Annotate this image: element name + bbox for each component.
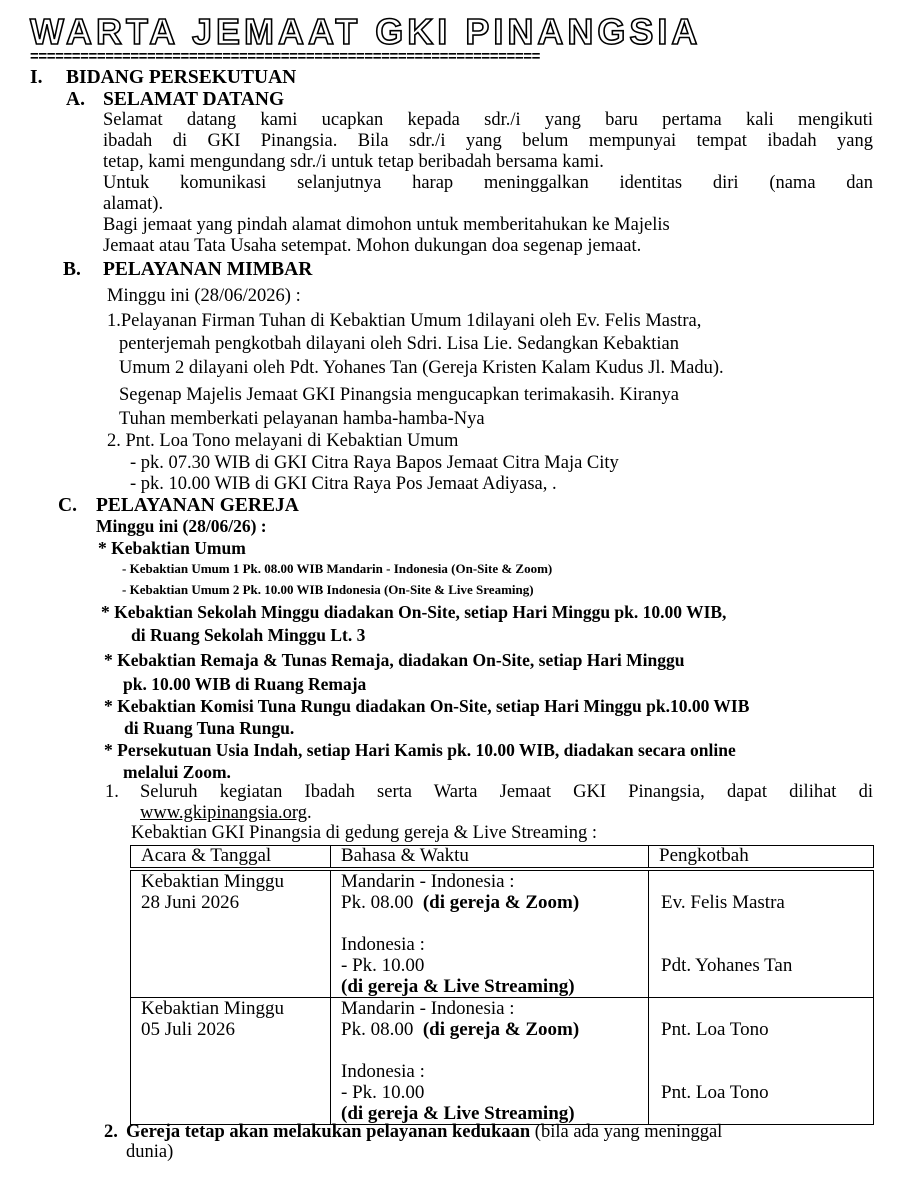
bullet-usia-indah-line-2: melalui Zoom.: [123, 762, 231, 782]
mimbar-intro: Minggu ini (28/06/2026) :: [107, 286, 301, 306]
welcome-line-7: Jemaat atau Tata Usaha setempat. Mohon dukungan doa segenap jemaat.: [103, 236, 642, 256]
row2-bahasa-cell: [331, 998, 649, 1125]
row1-b2-note: (di gereja & Live Streaming): [341, 976, 575, 997]
table-row: [131, 869, 874, 998]
numbered-1-line-2: [140, 803, 312, 824]
schedule-table: [130, 845, 874, 1125]
website-link[interactable]: www.gkipinangsia.org: [140, 803, 307, 823]
numbered-2-number: 2.: [104, 1122, 118, 1142]
welcome-line-5: alamat).: [103, 194, 164, 214]
row1-b1-time: Pk. 08.00: [341, 892, 414, 913]
subsection-a-number: A.: [66, 89, 85, 110]
row1-p1: Ev. Felis Mastra: [661, 892, 785, 913]
bullet-sekolah-minggu-line-1: * Kebaktian Sekolah Minggu diadakan On-Site, setiap Hari Minggu pk. 10.00 WIB,: [101, 602, 727, 622]
numbered-2-bold: Gereja tetap akan melakukan pelayanan kedukaan: [126, 1122, 531, 1142]
row1-b1-lang: Mandarin - Indonesia :: [341, 871, 515, 892]
row1-b2-time: - Pk. 10.00: [341, 955, 425, 976]
header-bahasa: Bahasa & Waktu: [331, 846, 649, 870]
row1-b1-note: (di gereja & Zoom): [422, 892, 580, 913]
mimbar-item2-sub-1: - pk. 07.30 WIB di GKI Citra Raya Bapos Jemaat Citra Maja City: [130, 453, 619, 473]
numbered-1-period: .: [307, 803, 312, 823]
numbered-2-line-1: [126, 1122, 722, 1143]
bullet-tuna-rungu-line-2: di Ruang Tuna Rungu.: [124, 718, 295, 738]
welcome-line-6: Bagi jemaat yang pindah alamat dimohon untuk memberitahukan ke Majelis: [103, 215, 670, 235]
row2-acara: Kebaktian Minggu: [141, 998, 285, 1019]
row1-acara: Kebaktian Minggu: [141, 871, 285, 892]
row1-p-gap: [659, 871, 863, 892]
row1-gap: [341, 913, 638, 934]
row1-p-gap3: [659, 934, 863, 955]
numbered-2-rest: (bila ada yang meninggal: [530, 1122, 723, 1142]
kebaktian-umum-line-1: - Kebaktian Umum 1 Pk. 08.00 WIB Mandarin - Indonesia (On-Site & Zoom): [122, 561, 553, 576]
row2-b1-note: (di gereja & Zoom): [422, 1019, 580, 1040]
row2-p-gap2: [659, 1040, 863, 1061]
row2-b2-note: (di gereja & Live Streaming): [341, 1103, 575, 1124]
row1-pengkotbah-cell: [649, 869, 874, 998]
row2-p1: Pnt. Loa Tono: [661, 1019, 769, 1040]
row1-p-gap2: [659, 913, 863, 934]
mimbar-item2: 2. Pnt. Loa Tono melayani di Kebaktian Umum: [107, 431, 459, 451]
kebaktian-umum-line-2: - Kebaktian Umum 2 Pk. 10.00 WIB Indonesia (On-Site & Live Sreaming): [122, 582, 534, 597]
row2-acara-cell: [131, 998, 331, 1125]
page-title: WARTA JEMAAT GKI PINANGSIA: [30, 11, 702, 52]
section-heading: BIDANG PERSEKUTUAN: [66, 67, 297, 88]
table-caption: Kebaktian GKI Pinangsia di gedung gereja & Live Streaming :: [131, 823, 597, 843]
numbered-1-line-1: Seluruh kegiatan Ibadah serta Warta Jemaat GKI Pinangsia, dapat dilihat di: [140, 782, 873, 802]
gereja-intro: Minggu ini (28/06/26) :: [96, 516, 267, 536]
header-pengkotbah: Pengkotbah: [649, 846, 874, 870]
subsection-b-heading: PELAYANAN MIMBAR: [103, 259, 313, 280]
numbered-1-number: 1.: [105, 782, 119, 802]
subsection-b-number: B.: [63, 259, 81, 280]
section-number: I.: [30, 67, 43, 88]
subsection-a-heading: SELAMAT DATANG: [103, 89, 285, 110]
row1-b1-time-line: [341, 892, 638, 913]
mimbar-item2-sub-2: - pk. 10.00 WIB di GKI Citra Raya Pos Jemaat Adiyasa, .: [130, 474, 557, 494]
table-row: [131, 998, 874, 1125]
row2-b2-time: - Pk. 10.00: [341, 1082, 425, 1103]
numbered-2-line-2: dunia): [126, 1142, 174, 1162]
mimbar-item1-line-2: penterjemah pengkotbah dilayani oleh Sdri. Lisa Lie. Sedangkan Kebaktian: [119, 334, 679, 354]
welcome-line-3: tetap, kami mengundang sdr./i untuk tetap beribadah bersama kami.: [103, 152, 604, 172]
mimbar-item1-line-1: 1.Pelayanan Firman Tuhan di Kebaktian Umum 1dilayani oleh Ev. Felis Mastra,: [107, 311, 702, 331]
row2-b1-time-line: [341, 1019, 638, 1040]
mimbar-item1-line-5: Tuhan memberkati pelayanan hamba-hamba-Nya: [119, 409, 485, 429]
row1-acara-cell: [131, 869, 331, 998]
row2-b1-lang: Mandarin - Indonesia :: [341, 998, 515, 1019]
bullet-remaja-line-1: * Kebaktian Remaja & Tunas Remaja, diadakan On-Site, setiap Hari Minggu: [104, 650, 685, 670]
welcome-line-2: ibadah di GKI Pinangsia. Bila sdr./i yang belum mempunyai tempat ibadah yang: [103, 131, 873, 151]
row2-p-gap3: [659, 1061, 863, 1082]
bullet-sekolah-minggu-line-2: di Ruang Sekolah Minggu Lt. 3: [131, 625, 366, 645]
row2-pengkotbah-cell: [649, 998, 874, 1125]
row1-b2-lang: Indonesia :: [341, 934, 425, 955]
bullet-usia-indah-line-1: * Persekutuan Usia Indah, setiap Hari Kamis pk. 10.00 WIB, diadakan secara online: [104, 740, 736, 760]
bullet-remaja-line-2: pk. 10.00 WIB di Ruang Remaja: [123, 674, 367, 694]
row2-tanggal: 05 Juli 2026: [141, 1019, 235, 1040]
row2-p2: Pnt. Loa Tono: [661, 1082, 769, 1103]
row2-gap: [341, 1040, 638, 1061]
welcome-line-4: Untuk komunikasi selanjutnya harap meninggalkan identitas diri (nama dan: [103, 173, 873, 193]
title-separator: =============================================================: [30, 48, 540, 65]
header-acara: Acara & Tanggal: [131, 846, 331, 870]
subsection-c-number: C.: [58, 495, 77, 516]
row2-b1-time: Pk. 08.00: [341, 1019, 414, 1040]
welcome-line-1: Selamat datang kami ucapkan kepada sdr./i yang baru pertama kali mengikuti: [103, 110, 873, 130]
subsection-c-heading: PELAYANAN GEREJA: [96, 495, 299, 516]
mimbar-item1-line-3: Umum 2 dilayani oleh Pdt. Yohanes Tan (Gereja Kristen Kalam Kudus Jl. Madu).: [119, 358, 724, 378]
row2-p-gap: [659, 998, 863, 1019]
row1-tanggal: 28 Juni 2026: [141, 892, 240, 913]
bullet-tuna-rungu-line-1: * Kebaktian Komisi Tuna Rungu diadakan On-Site, setiap Hari Minggu pk.10.00 WIB: [104, 696, 750, 716]
table-header-row: [131, 846, 874, 870]
row1-bahasa-cell: [331, 869, 649, 998]
row1-p2: Pdt. Yohanes Tan: [661, 955, 793, 976]
row2-b2-lang: Indonesia :: [341, 1061, 425, 1082]
kebaktian-umum-heading: * Kebaktian Umum: [98, 538, 246, 558]
mimbar-item1-line-4: Segenap Majelis Jemaat GKI Pinangsia mengucapkan terimakasih. Kiranya: [119, 385, 679, 405]
